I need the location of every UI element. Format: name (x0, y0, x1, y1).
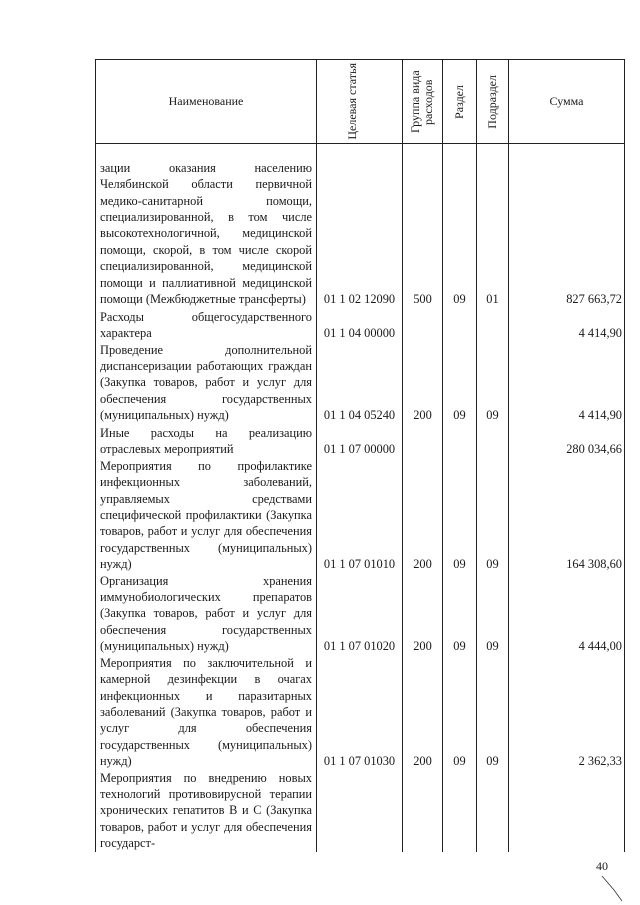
table-header-row (96, 60, 625, 144)
row-subsection: 09 (477, 655, 509, 770)
table-row (96, 144, 625, 308)
row-section (443, 770, 477, 852)
row-section: 09 (443, 144, 477, 308)
row-code: 01 1 07 01020 (317, 573, 403, 655)
row-group: 200 (403, 342, 443, 424)
table-row (96, 655, 625, 770)
row-subsection: 09 (477, 458, 509, 573)
row-group: 200 (403, 655, 443, 770)
row-code: 01 1 04 00000 (317, 308, 403, 342)
row-sum: 164 308,60 (509, 458, 625, 573)
row-group (403, 424, 443, 458)
header-name (96, 60, 317, 144)
row-sum (509, 770, 625, 852)
row-group: 500 (403, 144, 443, 308)
row-section: 09 (443, 458, 477, 573)
row-name: зации оказания населению Челябинской области первичной медико-санитарной помощи, специализированной, в том числе высокотехнологичной, медицинской помощи, скорой, в том числе скорой специализированной, медицинской помощи и паллиативной медицинской помощи (Межбюджетные трансферты) (96, 144, 317, 308)
row-sum: 4 414,90 (509, 342, 625, 424)
table-row (96, 573, 625, 655)
header-subsection (477, 60, 509, 144)
pen-stroke-mark (600, 874, 630, 904)
table-row (96, 770, 625, 852)
row-section: 09 (443, 655, 477, 770)
header-section (443, 60, 477, 144)
row-subsection: 01 (477, 144, 509, 308)
row-sum: 2 362,33 (509, 655, 625, 770)
row-group (403, 308, 443, 342)
row-code: 01 1 07 01010 (317, 458, 403, 573)
row-subsection (477, 308, 509, 342)
row-section (443, 424, 477, 458)
header-target (317, 60, 403, 144)
row-group (403, 770, 443, 852)
row-name: Мероприятия по заключительной и камерной дезинфекции в очагах инфекционных и паразитарных заболеваний (Закупка товаров, работ и услуг для обеспечения государственных (муниципальных) нужд) (96, 655, 317, 770)
header-name-label: Наименование (168, 94, 244, 108)
row-code: 01 1 07 01030 (317, 655, 403, 770)
row-subsection: 09 (477, 573, 509, 655)
header-section-label: Раздел (452, 84, 466, 119)
row-sum: 4 414,90 (509, 308, 625, 342)
row-subsection: 09 (477, 342, 509, 424)
header-target-label: Целевая статья (344, 63, 359, 140)
row-section (443, 308, 477, 342)
table-row (96, 342, 625, 424)
row-subsection (477, 770, 509, 852)
row-name: Проведение дополнительной диспансеризации работающих граждан (Закупка товаров, работ и услуг для обеспечения государственных (муниципальных) нужд) (96, 342, 317, 424)
table-row (96, 424, 625, 458)
row-section: 09 (443, 573, 477, 655)
table-row (96, 458, 625, 573)
row-code: 01 1 07 00000 (317, 424, 403, 458)
row-subsection (477, 424, 509, 458)
row-sum: 280 034,66 (509, 424, 625, 458)
row-group: 200 (403, 573, 443, 655)
row-name: Расходы общегосударственного характера (96, 308, 317, 342)
header-sum-label: Сумма (549, 94, 584, 108)
header-expense-group (403, 60, 443, 144)
header-subsection-label: Подраздел (485, 74, 499, 129)
budget-table-page (95, 59, 624, 851)
row-code: 01 1 02 12090 (317, 144, 403, 308)
budget-table (95, 59, 625, 852)
row-sum: 827 663,72 (509, 144, 625, 308)
row-code: 01 1 04 05240 (317, 342, 403, 424)
row-section: 09 (443, 342, 477, 424)
table-row (96, 308, 625, 342)
row-sum: 4 444,00 (509, 573, 625, 655)
row-name: Организация хранения иммунобиологических препаратов (Закупка товаров, работ и услуг для обеспечения государственных (муниципальных) нужд) (96, 573, 317, 655)
row-code (317, 770, 403, 852)
row-group: 200 (403, 458, 443, 573)
header-expense-group-label: Группа вида расходов (407, 70, 435, 133)
row-name: Иные расходы на реализацию отраслевых мероприятий (96, 424, 317, 458)
row-name: Мероприятия по внедрению новых технологий противовирусной терапии хронических гепатитов В и С (Закупка товаров, работ и услуг для обеспечения государст- (96, 770, 317, 852)
header-sum (509, 60, 625, 144)
row-name: Мероприятия по профилактике инфекционных заболеваний, управляемых средствами специфической профилактики (Закупка товаров, работ и услуг для обеспечения государственных (муниципальных) нужд) (96, 458, 317, 573)
page-number: 40 (596, 859, 608, 873)
